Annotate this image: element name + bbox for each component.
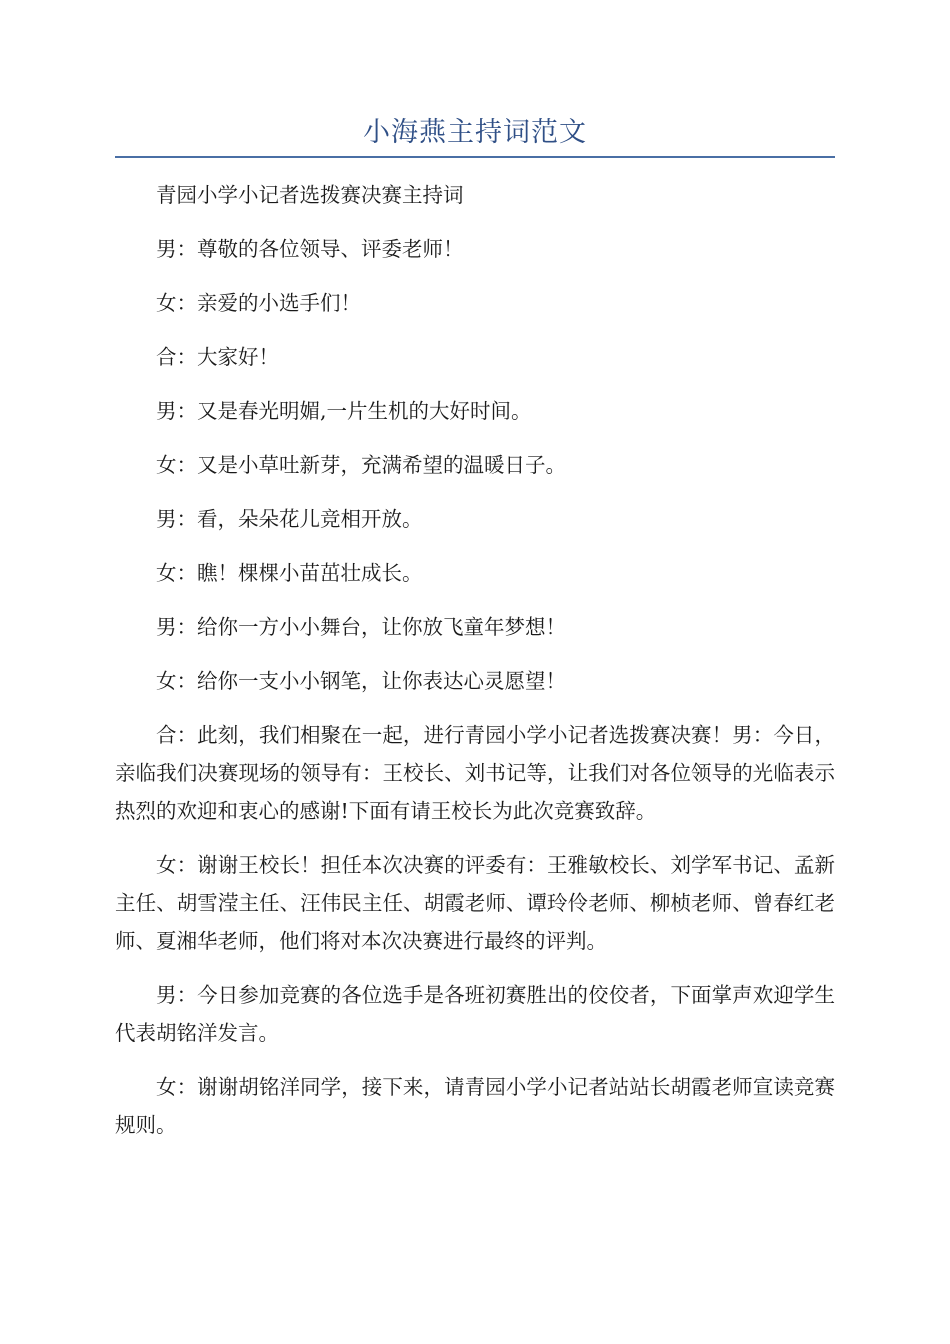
paragraph: 男：尊敬的各位领导、评委老师！ (156, 237, 464, 261)
paragraph: 女：谢谢胡铭洋同学，接下来，请青园小学小记者站站长胡霞老师宣读竞赛规则。 (115, 1075, 835, 1137)
paragraph: 男：给你一方小小舞台，让你放飞童年梦想！ (156, 615, 566, 639)
paragraph: 女：谢谢王校长！担任本次决赛的评委有：王雅敏校长、刘学军书记、孟新主任、胡雪滢主任、汪伟民主任、胡霞老师、谭玲伶老师、柳桢老师、曾春红老师、夏湘华老师，他们将对本次决赛进行最终的评判。 (115, 853, 835, 953)
paragraph: 合：此刻，我们相聚在一起，进行青园小学小记者选拨赛决赛！男：今日，亲临我们决赛现场的领导有：王校长、刘书记等，让我们对各位领导的光临表示热烈的欢迎和衷心的感谢!下面有请王校长为此次竞赛致辞。 (115, 723, 835, 823)
paragraph: 女：给你一支小小钢笔，让你表达心灵愿望！ (156, 669, 566, 693)
document-title: 小海燕主持词范文 (363, 117, 587, 148)
paragraph: 男：又是春光明媚,一片生机的大好时间。 (156, 399, 532, 423)
paragraph: 女：瞧！棵棵小苗茁壮成长。 (156, 561, 423, 585)
paragraph: 女：亲爱的小选手们！ (156, 291, 361, 315)
paragraph: 女：又是小草吐新芽，充满希望的温暖日子。 (156, 453, 566, 477)
paragraph: 男：今日参加竞赛的各位选手是各班初赛胜出的佼佼者，下面掌声欢迎学生代表胡铭洋发言。 (115, 983, 835, 1045)
paragraph: 青园小学小记者选拨赛决赛主持词 (156, 183, 464, 207)
paragraph: 男：看，朵朵花儿竞相开放。 (156, 507, 423, 531)
paragraph: 合：大家好！ (156, 345, 279, 369)
title-bar (115, 112, 835, 158)
document-body (115, 176, 835, 1160)
